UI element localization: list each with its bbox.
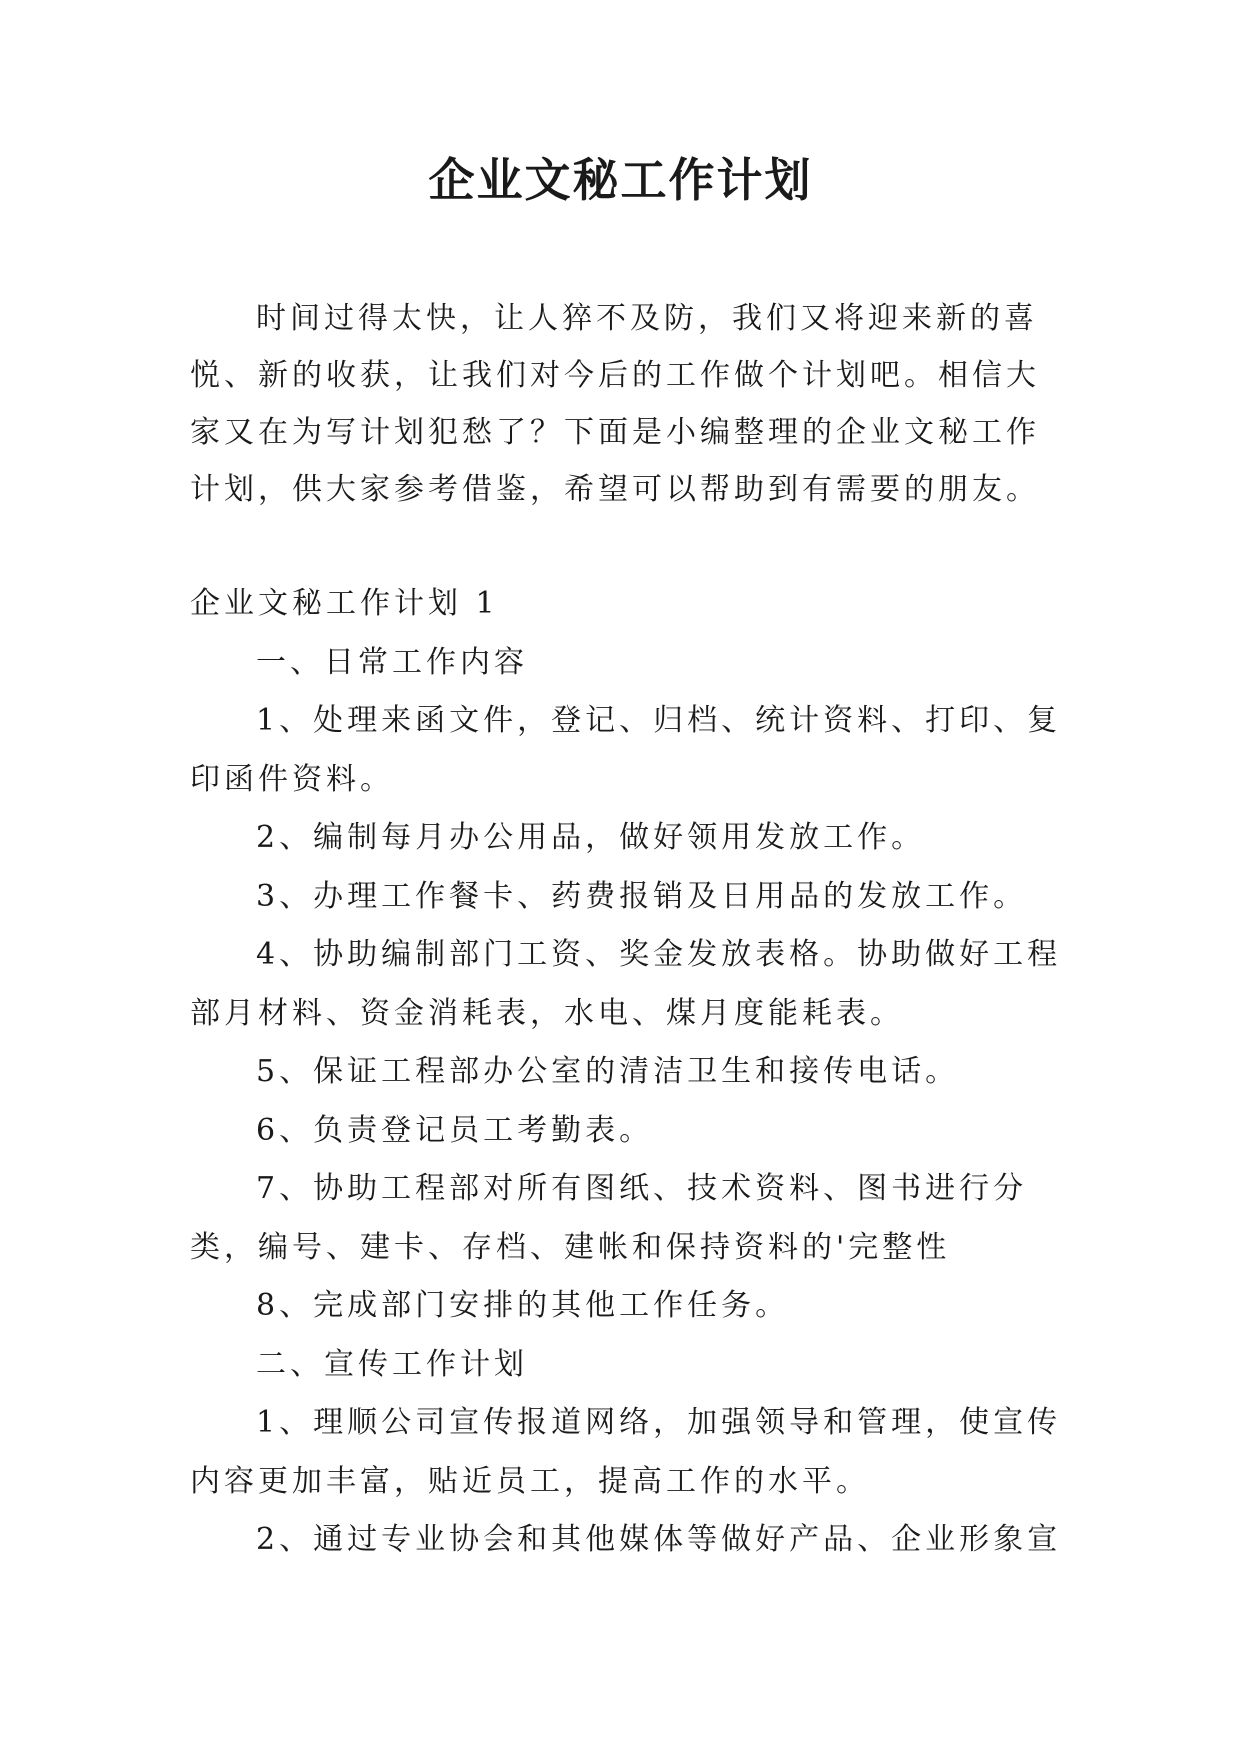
heading-daily-work: 一、日常工作内容 (256, 644, 528, 680)
heading-publicity-plan: 二、宣传工作计划 (256, 1346, 528, 1382)
section-title: 企业文秘工作计划 1 (190, 586, 499, 621)
list-item: 1、理顺公司宣传报道网络，加强领导和管理，使宣传内容更加丰富，贴近员工，提高工作的水平。 (190, 1405, 1062, 1499)
document-body (190, 575, 1062, 1570)
list-item: 2、通过专业协会和其他媒体等做好产品、企业形象宣 (256, 1522, 1062, 1557)
list-item: 6、负责登记员工考勤表。 (256, 1112, 654, 1148)
list-item: 2、编制每月办公用品，做好领用发放工作。 (256, 820, 926, 855)
intro-paragraph: 时间过得太快，让人猝不及防，我们又将迎来新的喜悦、新的收获，让我们对今后的工作做个计划吧。相信大家又在为写计划犯愁了？下面是小编整理的企业文秘工作计划，供大家参考借鉴，希望可以帮助到有需要的朋友。 (190, 301, 1040, 507)
list-item: 4、协助编制部门工资、奖金发放表格。协助做好工程部月材料、资金消耗表，水电、煤月度能耗表。 (190, 937, 1062, 1031)
list-item: 5、保证工程部办公室的清洁卫生和接传电话。 (256, 1054, 960, 1089)
list-item: 8、完成部门安排的其他工作任务。 (256, 1288, 790, 1323)
document-title: 企业文秘工作计划 (428, 153, 813, 207)
list-item: 1、处理来函文件，登记、归档、统计资料、打印、复印函件资料。 (190, 703, 1062, 797)
list-item: 3、办理工作餐卡、药费报销及日用品的发放工作。 (256, 878, 1028, 914)
list-item: 7、协助工程部对所有图纸、技术资料、图书进行分类，编号、建卡、存档、建帐和保持资料的'完整性 (190, 1171, 1028, 1265)
